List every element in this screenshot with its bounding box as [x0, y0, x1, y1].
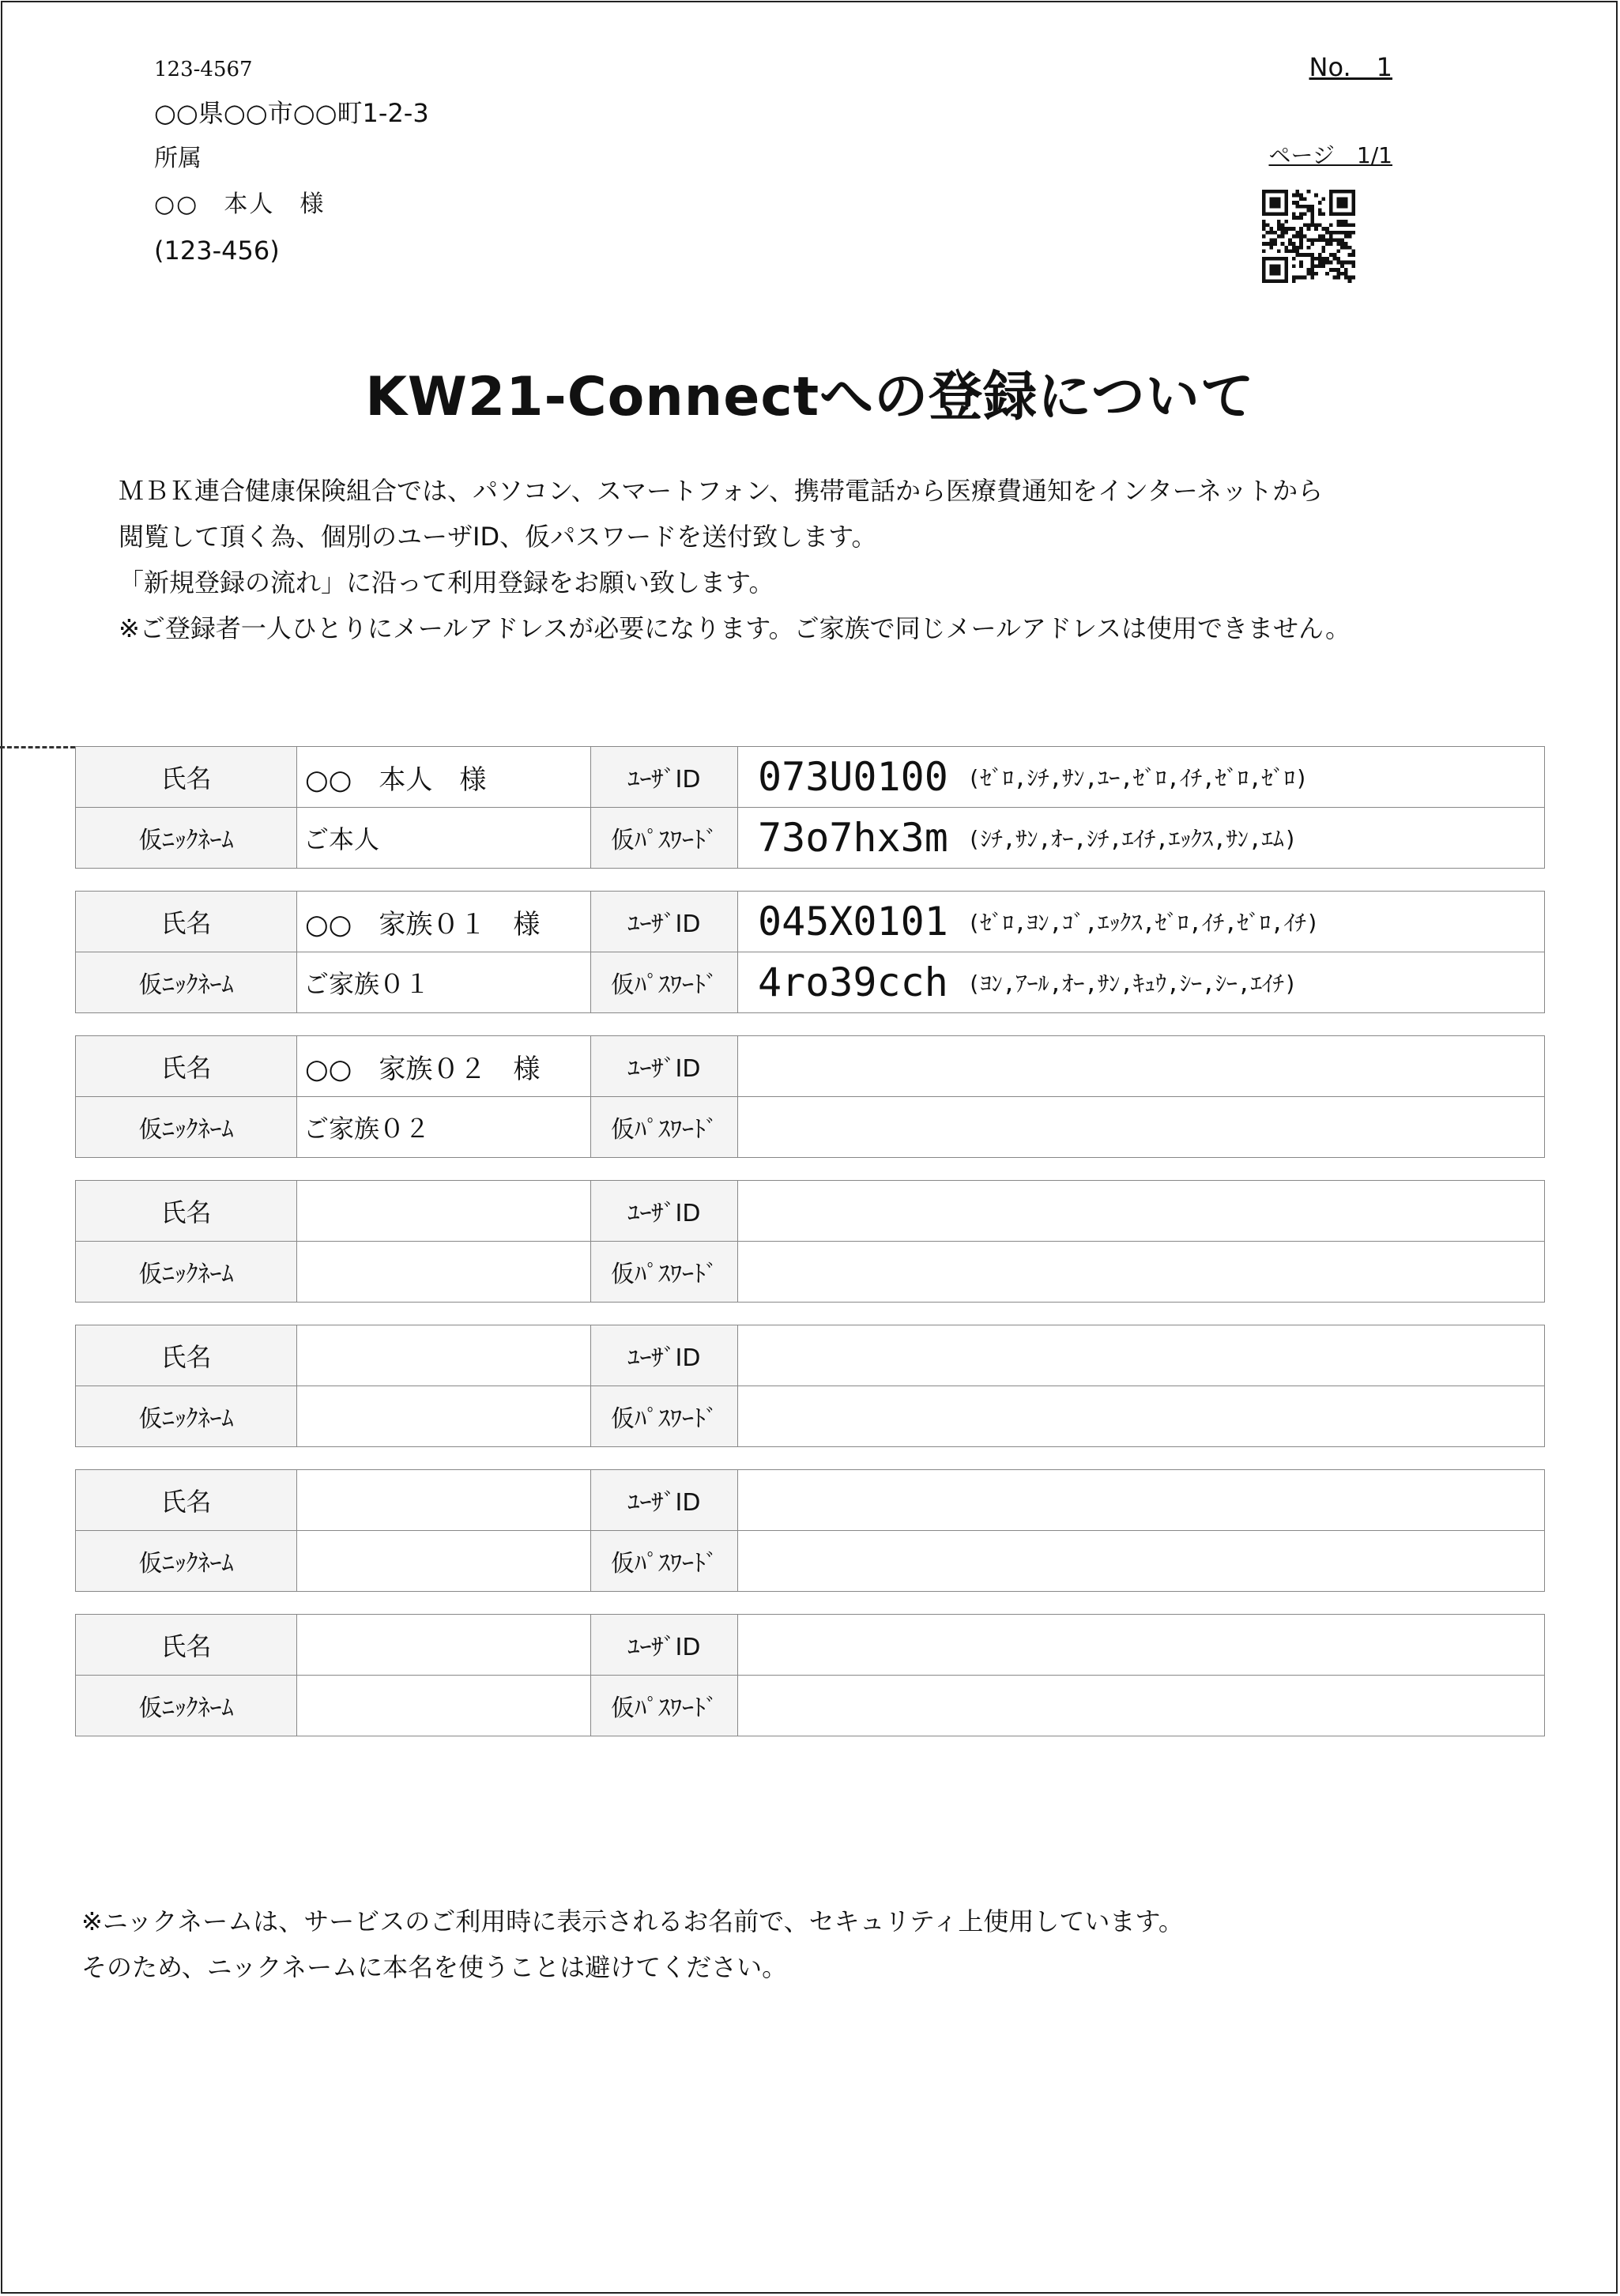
intro-line: ※ご登録者一人ひとりにメールアドレスが必要になります。ご家族で同じメールアドレスは使用できません。 — [119, 613, 1351, 643]
nickname-label: 仮ﾆｯｸﾈｰﾑ — [76, 808, 297, 869]
nickname-value: ご本人 — [297, 808, 591, 869]
cut-line — [0, 746, 75, 748]
address: ○○県○○市○○町1-2-3 — [154, 98, 429, 128]
userid-label: ﾕｰｻﾞID — [591, 1036, 738, 1097]
password-label: 仮ﾊﾟｽﾜｰﾄﾞ — [591, 952, 738, 1013]
password-cell — [738, 1242, 1545, 1303]
document-title: KW21-Connectへの登録について — [365, 366, 1255, 428]
userid-cell — [738, 747, 1545, 808]
password-label: 仮ﾊﾟｽﾜｰﾄﾞ — [591, 1676, 738, 1736]
nickname-value — [297, 1242, 591, 1303]
nickname-value — [297, 1386, 591, 1447]
nickname-label: 仮ﾆｯｸﾈｰﾑ — [76, 1676, 297, 1736]
userid-reading: (ｾﾞﾛ,ﾖﾝ,ｺﾞ,ｴｯｸｽ,ｾﾞﾛ,ｲﾁ,ｾﾞﾛ,ｲﾁ) — [966, 910, 1320, 936]
name-label: 氏名 — [76, 747, 297, 808]
registration-table — [75, 1180, 1545, 1303]
password-cell — [738, 1097, 1545, 1158]
password-label: 仮ﾊﾟｽﾜｰﾄﾞ — [591, 1097, 738, 1158]
password-reading: (ﾖﾝ,ｱｰﾙ,ｵｰ,ｻﾝ,ｷｭｳ,ｼｰ,ｼｰ,ｴｲﾁ) — [966, 971, 1298, 997]
registration-table — [75, 1325, 1545, 1447]
password-label: 仮ﾊﾟｽﾜｰﾄﾞ — [591, 1242, 738, 1303]
intro-line: ＭＢＫ連合健康保険組合では、パソコン、スマートフォン、携帯電話から医療費通知をインターネットから — [119, 476, 1324, 506]
nickname-label: 仮ﾆｯｸﾈｰﾑ — [76, 1242, 297, 1303]
nickname-value — [297, 1676, 591, 1736]
password-cell — [738, 952, 1545, 1013]
name-label: 氏名 — [76, 1036, 297, 1097]
userid-label: ﾕｰｻﾞID — [591, 1181, 738, 1242]
password-label: 仮ﾊﾟｽﾜｰﾄﾞ — [591, 808, 738, 869]
name-value — [297, 1470, 591, 1531]
userid-value: 045X0101 — [758, 899, 948, 944]
registration-block — [75, 1469, 1545, 1592]
registration-block — [75, 1180, 1545, 1303]
registration-table — [75, 1469, 1545, 1592]
postal-code: 123-4567 — [154, 58, 253, 81]
userid-cell — [738, 1181, 1545, 1242]
password-value: 4ro39cch — [758, 959, 948, 1005]
password-reading: (ｼﾁ,ｻﾝ,ｵｰ,ｼﾁ,ｴｲﾁ,ｴｯｸｽ,ｻﾝ,ｴﾑ) — [966, 826, 1298, 852]
registration-block — [75, 1325, 1545, 1447]
name-label: 氏名 — [76, 1615, 297, 1676]
userid-cell — [738, 892, 1545, 952]
name-value — [297, 1615, 591, 1676]
name-value: ○○ 本人 様 — [297, 747, 591, 808]
nickname-value: ご家族０１ — [297, 952, 591, 1013]
userid-value: 073U0100 — [758, 754, 948, 800]
password-cell — [738, 1386, 1545, 1447]
recipient-code: (123-456) — [154, 236, 280, 266]
userid-label: ﾕｰｻﾞID — [591, 892, 738, 952]
nickname-label: 仮ﾆｯｸﾈｰﾑ — [76, 1097, 297, 1158]
registration-block — [75, 1035, 1545, 1158]
password-cell — [738, 808, 1545, 869]
name-label: 氏名 — [76, 1181, 297, 1242]
password-value: 73o7hx3m — [758, 815, 948, 861]
userid-reading: (ｾﾞﾛ,ｼﾁ,ｻﾝ,ﾕｰ,ｾﾞﾛ,ｲﾁ,ｾﾞﾛ,ｾﾞﾛ) — [966, 765, 1309, 791]
registration-block — [75, 1614, 1545, 1736]
registration-table — [75, 746, 1545, 869]
intro-line: 閲覧して頂く為、個別のユーザID、仮パスワードを送付致します。 — [119, 522, 877, 552]
userid-cell — [738, 1036, 1545, 1097]
department: 所属 — [154, 145, 202, 172]
recipient-name: ○○ 本人 様 — [154, 190, 326, 218]
name-value — [297, 1325, 591, 1386]
intro-text — [119, 468, 1351, 651]
footer-note-line: ※ニックネームは、サービスのご利用時に表示されるお名前で、セキュリティ上使用しています。 — [81, 1906, 1184, 1936]
userid-cell — [738, 1325, 1545, 1386]
name-label: 氏名 — [76, 892, 297, 952]
recipient-address-block — [154, 49, 429, 273]
registration-block — [75, 891, 1545, 1013]
nickname-label: 仮ﾆｯｸﾈｰﾑ — [76, 1386, 297, 1447]
nickname-value: ご家族０２ — [297, 1097, 591, 1158]
userid-label: ﾕｰｻﾞID — [591, 1470, 738, 1531]
registration-table — [75, 1614, 1545, 1736]
password-cell — [738, 1531, 1545, 1592]
footer-note — [81, 1898, 1184, 1990]
userid-label: ﾕｰｻﾞID — [591, 1325, 738, 1386]
footer-note-line: そのため、ニックネームに本名を使うことは避けてください。 — [81, 1952, 788, 1982]
document-number: No. 1 — [1309, 52, 1392, 82]
qr-code-icon — [1262, 190, 1355, 283]
name-label: 氏名 — [76, 1470, 297, 1531]
nickname-value — [297, 1531, 591, 1592]
nickname-label: 仮ﾆｯｸﾈｰﾑ — [76, 952, 297, 1013]
nickname-label: 仮ﾆｯｸﾈｰﾑ — [76, 1531, 297, 1592]
name-value: ○○ 家族０２ 様 — [297, 1036, 591, 1097]
intro-line: 「新規登録の流れ」に沿って利用登録をお願い致します。 — [119, 567, 774, 598]
page-info: ページ 1/1 — [1268, 142, 1392, 168]
userid-label: ﾕｰｻﾞID — [591, 747, 738, 808]
name-value — [297, 1181, 591, 1242]
registration-table — [75, 1035, 1545, 1158]
userid-label: ﾕｰｻﾞID — [591, 1615, 738, 1676]
password-label: 仮ﾊﾟｽﾜｰﾄﾞ — [591, 1531, 738, 1592]
registration-block — [75, 746, 1545, 869]
registration-table — [75, 891, 1545, 1013]
userid-cell — [738, 1470, 1545, 1531]
userid-cell — [738, 1615, 1545, 1676]
name-label: 氏名 — [76, 1325, 297, 1386]
name-value: ○○ 家族０１ 様 — [297, 892, 591, 952]
password-cell — [738, 1676, 1545, 1736]
password-label: 仮ﾊﾟｽﾜｰﾄﾞ — [591, 1386, 738, 1447]
